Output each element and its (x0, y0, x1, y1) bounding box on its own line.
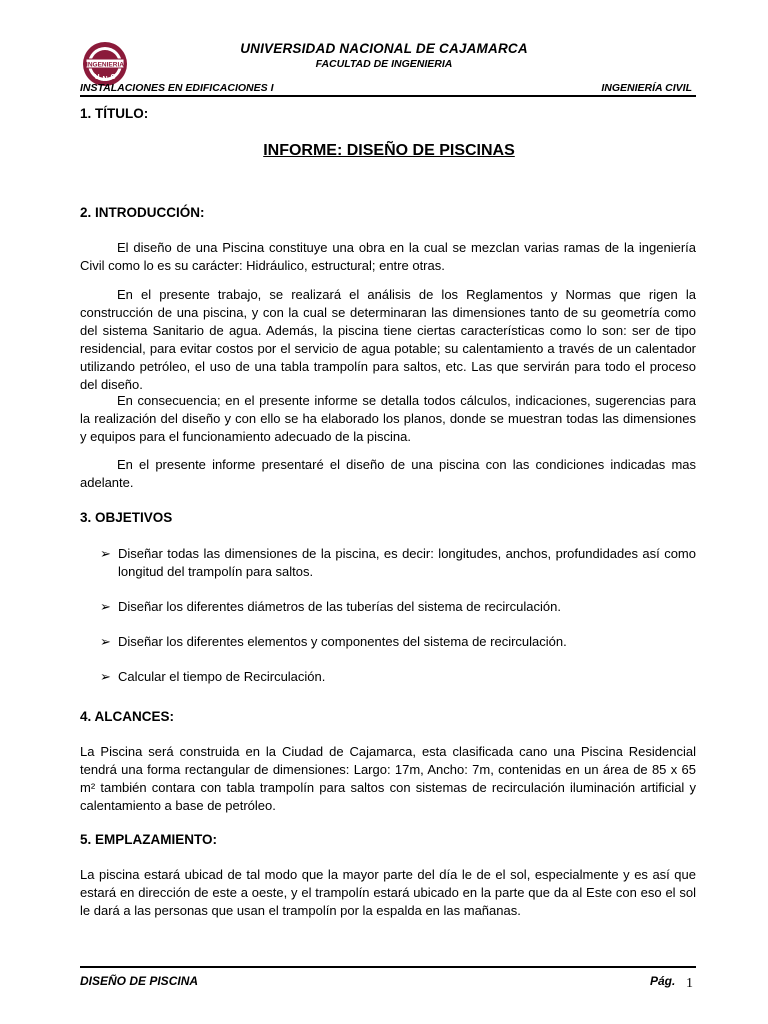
logo-letter-c: C (110, 74, 116, 81)
footer-divider (80, 966, 696, 968)
header-divider (80, 95, 696, 97)
intro-paragraph: El diseño de una Piscina constituye una obra en la cual se mezclan varias ramas de la ingeniería Civil como lo es su carácter: Hidráulico, estructural; entre otras. (80, 240, 696, 273)
objective-item (100, 545, 696, 581)
alcances-paragraph: La Piscina será construida en la Ciudad de Cajamarca, esta clasificada cano una Piscina Residencial tendrá una forma rectangular de dimensiones: Largo: 17m, Ancho: 7m, contenidas en un área de 85 x 65 m² también contara con tabla trampolín para saltos con sistemas de recirculación iluminación artificial y calentamiento a base de petróleo. (80, 744, 696, 813)
objective-text: Diseñar los diferentes elementos y componentes del sistema de recirculación. (118, 634, 567, 649)
objective-item (100, 598, 696, 616)
section-heading-objetivos: 3. OBJETIVOS (80, 510, 173, 525)
page-number: 1 (686, 976, 693, 991)
career-name: INGENIERÍA CIVIL (601, 82, 692, 94)
arrow-bullet-icon: ➢ (100, 546, 111, 561)
faculty-name: FACULTAD DE INGENIERIA (315, 58, 453, 70)
arrow-bullet-icon: ➢ (100, 599, 111, 614)
section-heading-titulo: 1. TÍTULO: (80, 106, 149, 121)
section-heading-emplazamiento: 5. EMPLAZAMIENTO: (80, 832, 218, 847)
intro-paragraph: En consecuencia; en el presente informe se detalla todos cálculos, indicaciones, sugerencias para la realización del diseño y con ello se ha elaborado los planos, donde se muestran todas las dimensiones y equipos para el funcionamiento adecuado de la piscina. (80, 393, 696, 444)
logo-letter-u: U (94, 74, 100, 81)
course-name: INSTALACIONES EN EDIFICACIONES I (80, 82, 274, 94)
emplazamiento-paragraph: La piscina estará ubicad de tal modo que la mayor parte del día le de el sol, especialmente y es así que estará en dirección de este a oeste, y el trampolín estará ubicado en la parte que da al Este con eso el sol le dará a las personas que usan el trampolín por la espalda en las mañanas. (80, 867, 696, 918)
arrow-bullet-icon: ➢ (100, 634, 111, 649)
intro-paragraph: En el presente trabajo, se realizará el análisis de los Reglamentos y Normas que rigen la construcción de una piscina, y con la cual se determinaran las dimensiones tanto de su geometría como del sistema Sanitario de agua. Además, la piscina tiene ciertas características como lo son: ser de tipo residencial, para evitar costos por el servicio de agua potable; su calentamiento a través de un calentador utilizando petróleo, el uso de una tabla trampolín para saltos, etc. Las que servirán para todo el proceso del diseño. (80, 287, 696, 392)
page-label: Pág. (650, 974, 676, 988)
document-title: INFORME: DISEÑO DE PISCINAS (263, 142, 515, 159)
logo-letter-n: N (102, 76, 108, 83)
section-heading-introduccion: 2. INTRODUCCIÓN: (80, 205, 205, 220)
objective-text: Calcular el tiempo de Recirculación. (118, 669, 326, 684)
objective-text: Diseñar todas las dimensiones de la piscina, es decir: longitudes, anchos, profundidades así como longitud del trampolín para saltos. (118, 546, 696, 579)
intro-paragraph: En el presente informe presentaré el diseño de una piscina con las condiciones indicadas mas adelante. (80, 457, 696, 490)
logo-top-text: INGENIERIA (86, 61, 124, 69)
objective-item (100, 633, 696, 651)
objective-item (100, 668, 696, 686)
footer-title: DISEÑO DE PISCINA (80, 974, 199, 988)
arrow-bullet-icon: ➢ (100, 669, 111, 684)
university-name: UNIVERSIDAD NACIONAL DE CAJAMARCA (240, 41, 528, 56)
objective-text: Diseñar los diferentes diámetros de las tuberías del sistema de recirculación. (118, 599, 561, 614)
section-heading-alcances: 4. ALCANCES: (80, 709, 175, 724)
